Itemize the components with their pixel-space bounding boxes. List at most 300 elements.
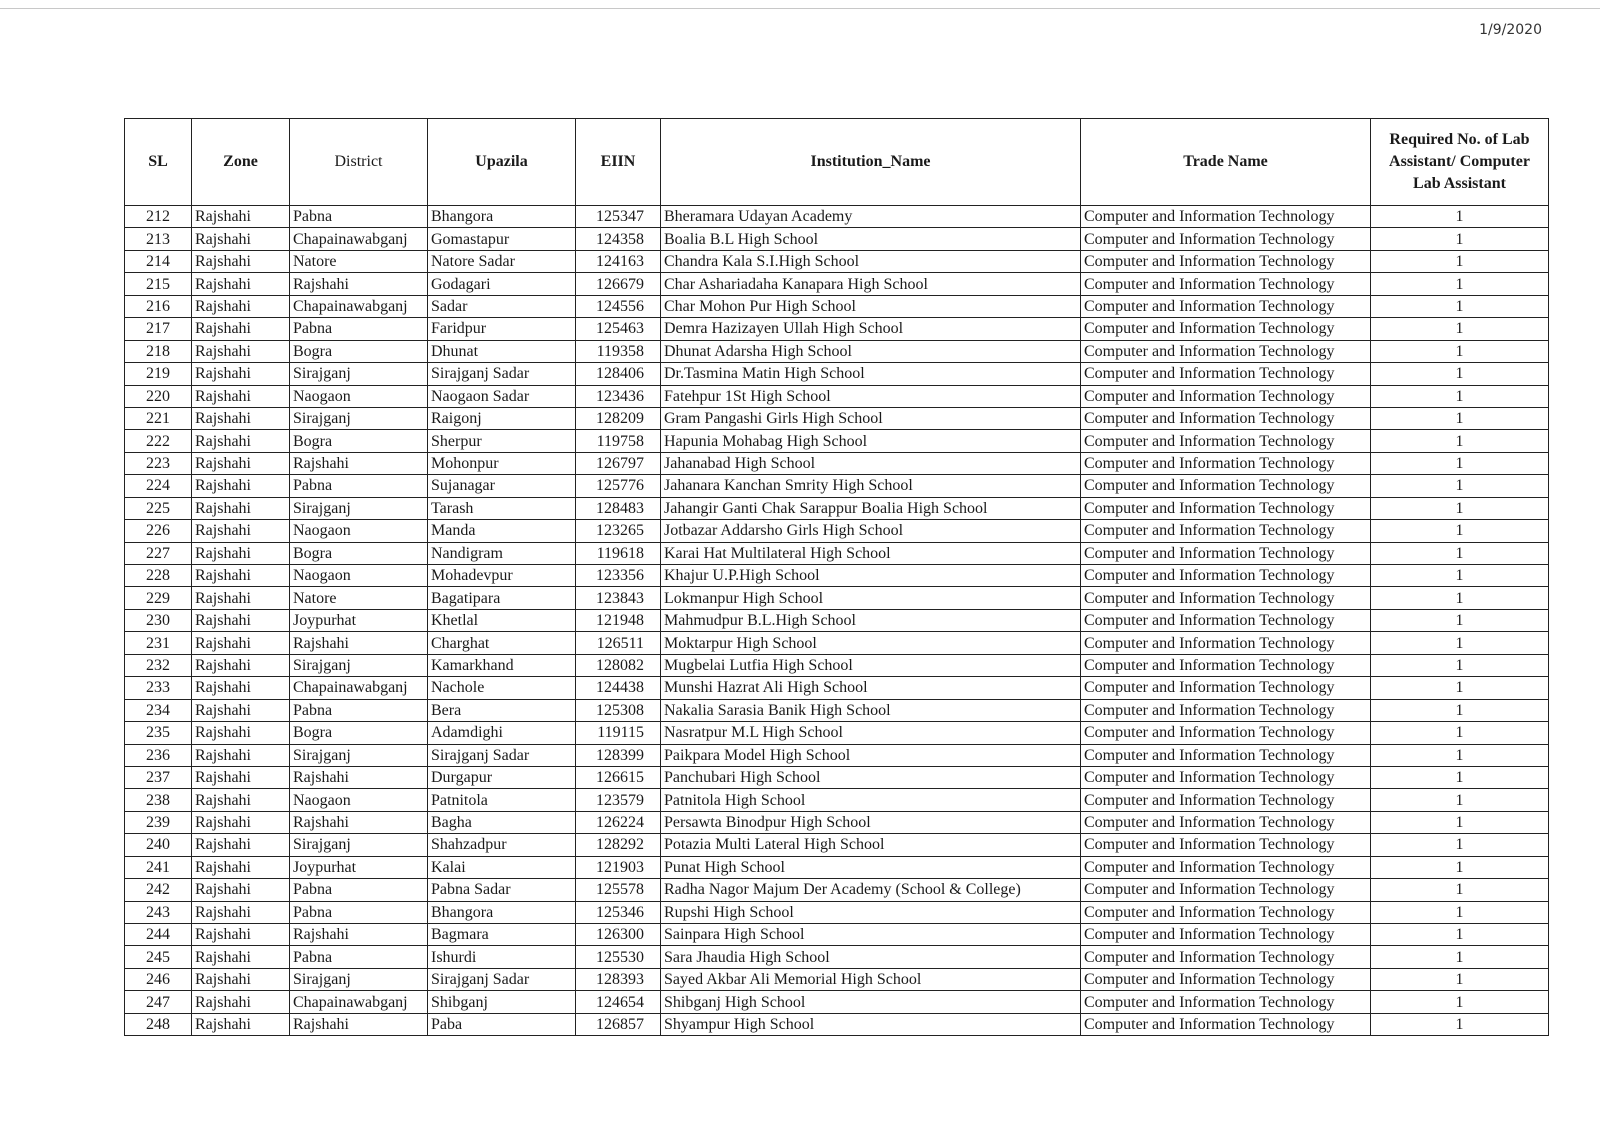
cell-required-count: 1 [1371, 968, 1549, 990]
table-row [125, 340, 1549, 362]
table-row [125, 968, 1549, 990]
cell-district: Bogra [290, 542, 428, 564]
cell-zone: Rajshahi [192, 677, 290, 699]
cell-upazila: Pabna Sadar [428, 879, 576, 901]
cell-trade-name: Computer and Information Technology [1081, 766, 1371, 788]
cell-trade-name: Computer and Information Technology [1081, 363, 1371, 385]
cell-institution-name: Char Mohon Pur High School [661, 295, 1081, 317]
cell-sl: 218 [125, 340, 192, 362]
header-trade-name: Trade Name [1081, 119, 1371, 206]
cell-institution-name: Lokmanpur High School [661, 587, 1081, 609]
table-row [125, 385, 1549, 407]
cell-sl: 216 [125, 295, 192, 317]
cell-eiin: 126300 [576, 924, 661, 946]
cell-upazila: Nandigram [428, 542, 576, 564]
cell-required-count: 1 [1371, 497, 1549, 519]
cell-zone: Rajshahi [192, 430, 290, 452]
cell-required-count: 1 [1371, 475, 1549, 497]
cell-trade-name: Computer and Information Technology [1081, 1013, 1371, 1035]
cell-institution-name: Char Ashariadaha Kanapara High School [661, 273, 1081, 295]
cell-district: Rajshahi [290, 766, 428, 788]
cell-required-count: 1 [1371, 699, 1549, 721]
cell-required-count: 1 [1371, 632, 1549, 654]
cell-district: Chapainawabganj [290, 228, 428, 250]
cell-upazila: Charghat [428, 632, 576, 654]
cell-sl: 232 [125, 654, 192, 676]
cell-eiin: 124358 [576, 228, 661, 250]
cell-zone: Rajshahi [192, 699, 290, 721]
cell-sl: 235 [125, 722, 192, 744]
cell-upazila: Adamdighi [428, 722, 576, 744]
cell-required-count: 1 [1371, 228, 1549, 250]
table-row [125, 430, 1549, 452]
cell-required-count: 1 [1371, 811, 1549, 833]
cell-eiin: 126511 [576, 632, 661, 654]
cell-sl: 230 [125, 609, 192, 631]
cell-upazila: Naogaon Sadar [428, 385, 576, 407]
cell-sl: 222 [125, 430, 192, 452]
cell-district: Natore [290, 587, 428, 609]
cell-district: Naogaon [290, 385, 428, 407]
cell-trade-name: Computer and Information Technology [1081, 430, 1371, 452]
cell-sl: 244 [125, 924, 192, 946]
cell-eiin: 125308 [576, 699, 661, 721]
cell-upazila: Paba [428, 1013, 576, 1035]
cell-sl: 248 [125, 1013, 192, 1035]
cell-district: Pabna [290, 475, 428, 497]
table-row [125, 856, 1549, 878]
cell-required-count: 1 [1371, 991, 1549, 1013]
table-row [125, 497, 1549, 519]
cell-required-count: 1 [1371, 1013, 1549, 1035]
cell-required-count: 1 [1371, 250, 1549, 272]
table-row [125, 699, 1549, 721]
cell-institution-name: Khajur U.P.High School [661, 565, 1081, 587]
cell-institution-name: Moktarpur High School [661, 632, 1081, 654]
cell-zone: Rajshahi [192, 789, 290, 811]
cell-required-count: 1 [1371, 363, 1549, 385]
cell-upazila: Natore Sadar [428, 250, 576, 272]
cell-sl: 243 [125, 901, 192, 923]
cell-trade-name: Computer and Information Technology [1081, 677, 1371, 699]
cell-required-count: 1 [1371, 609, 1549, 631]
cell-upazila: Bera [428, 699, 576, 721]
table-row [125, 273, 1549, 295]
cell-institution-name: Rupshi High School [661, 901, 1081, 923]
cell-zone: Rajshahi [192, 879, 290, 901]
cell-eiin: 125530 [576, 946, 661, 968]
table-row [125, 901, 1549, 923]
cell-zone: Rajshahi [192, 340, 290, 362]
cell-upazila: Manda [428, 520, 576, 542]
cell-eiin: 121903 [576, 856, 661, 878]
cell-eiin: 124654 [576, 991, 661, 1013]
cell-required-count: 1 [1371, 722, 1549, 744]
table-row [125, 542, 1549, 564]
cell-upazila: Raigonj [428, 407, 576, 429]
table-body [125, 206, 1549, 1036]
table-row [125, 609, 1549, 631]
header-eiin: EIIN [576, 119, 661, 206]
cell-trade-name: Computer and Information Technology [1081, 295, 1371, 317]
cell-district: Sirajganj [290, 968, 428, 990]
table-row [125, 475, 1549, 497]
cell-district: Natore [290, 250, 428, 272]
cell-zone: Rajshahi [192, 385, 290, 407]
cell-trade-name: Computer and Information Technology [1081, 228, 1371, 250]
cell-institution-name: Mahmudpur B.L.High School [661, 609, 1081, 631]
cell-required-count: 1 [1371, 385, 1549, 407]
cell-eiin: 128082 [576, 654, 661, 676]
cell-sl: 233 [125, 677, 192, 699]
cell-district: Rajshahi [290, 632, 428, 654]
cell-district: Rajshahi [290, 1013, 428, 1035]
cell-upazila: Patnitola [428, 789, 576, 811]
table-row [125, 991, 1549, 1013]
cell-required-count: 1 [1371, 452, 1549, 474]
cell-zone: Rajshahi [192, 901, 290, 923]
cell-institution-name: Karai Hat Multilateral High School [661, 542, 1081, 564]
cell-sl: 239 [125, 811, 192, 833]
cell-trade-name: Computer and Information Technology [1081, 722, 1371, 744]
cell-sl: 228 [125, 565, 192, 587]
cell-sl: 242 [125, 879, 192, 901]
cell-trade-name: Computer and Information Technology [1081, 452, 1371, 474]
cell-district: Rajshahi [290, 811, 428, 833]
cell-eiin: 128483 [576, 497, 661, 519]
lab-assistant-table [124, 118, 1549, 1036]
cell-eiin: 123356 [576, 565, 661, 587]
cell-institution-name: Nasratpur M.L High School [661, 722, 1081, 744]
cell-zone: Rajshahi [192, 609, 290, 631]
cell-eiin: 119358 [576, 340, 661, 362]
cell-institution-name: Jahangir Ganti Chak Sarappur Boalia High School [661, 497, 1081, 519]
cell-zone: Rajshahi [192, 452, 290, 474]
cell-required-count: 1 [1371, 273, 1549, 295]
cell-sl: 238 [125, 789, 192, 811]
table-row [125, 946, 1549, 968]
cell-trade-name: Computer and Information Technology [1081, 699, 1371, 721]
cell-upazila: Khetlal [428, 609, 576, 631]
cell-institution-name: Shibganj High School [661, 991, 1081, 1013]
table-row [125, 811, 1549, 833]
cell-required-count: 1 [1371, 520, 1549, 542]
table-row [125, 565, 1549, 587]
table-row [125, 789, 1549, 811]
cell-institution-name: Hapunia Mohabag High School [661, 430, 1081, 452]
cell-upazila: Mohadevpur [428, 565, 576, 587]
cell-institution-name: Dhunat Adarsha High School [661, 340, 1081, 362]
cell-zone: Rajshahi [192, 250, 290, 272]
cell-upazila: Bagatipara [428, 587, 576, 609]
cell-institution-name: Dr.Tasmina Matin High School [661, 363, 1081, 385]
cell-zone: Rajshahi [192, 722, 290, 744]
cell-eiin: 119115 [576, 722, 661, 744]
cell-zone: Rajshahi [192, 811, 290, 833]
cell-institution-name: Shyampur High School [661, 1013, 1081, 1035]
cell-institution-name: Potazia Multi Lateral High School [661, 834, 1081, 856]
cell-sl: 227 [125, 542, 192, 564]
cell-sl: 223 [125, 452, 192, 474]
table-row [125, 587, 1549, 609]
cell-required-count: 1 [1371, 856, 1549, 878]
cell-sl: 217 [125, 318, 192, 340]
cell-institution-name: Sayed Akbar Ali Memorial High School [661, 968, 1081, 990]
cell-institution-name: Nakalia Sarasia Banik High School [661, 699, 1081, 721]
cell-trade-name: Computer and Information Technology [1081, 340, 1371, 362]
cell-trade-name: Computer and Information Technology [1081, 587, 1371, 609]
cell-trade-name: Computer and Information Technology [1081, 879, 1371, 901]
cell-district: Chapainawabganj [290, 295, 428, 317]
cell-eiin: 126615 [576, 766, 661, 788]
cell-trade-name: Computer and Information Technology [1081, 385, 1371, 407]
cell-eiin: 125346 [576, 901, 661, 923]
cell-institution-name: Paikpara Model High School [661, 744, 1081, 766]
table-row [125, 1013, 1549, 1035]
lab-assistant-table-container [124, 118, 1548, 1036]
cell-trade-name: Computer and Information Technology [1081, 542, 1371, 564]
table-row [125, 677, 1549, 699]
table-row [125, 250, 1549, 272]
cell-institution-name: Demra Hazizayen Ullah High School [661, 318, 1081, 340]
cell-eiin: 123579 [576, 789, 661, 811]
cell-eiin: 126857 [576, 1013, 661, 1035]
cell-trade-name: Computer and Information Technology [1081, 318, 1371, 340]
table-row [125, 722, 1549, 744]
cell-upazila: Bagha [428, 811, 576, 833]
cell-sl: 229 [125, 587, 192, 609]
cell-district: Sirajganj [290, 407, 428, 429]
cell-institution-name: Gram Pangashi Girls High School [661, 407, 1081, 429]
cell-zone: Rajshahi [192, 318, 290, 340]
cell-district: Bogra [290, 722, 428, 744]
cell-trade-name: Computer and Information Technology [1081, 789, 1371, 811]
table-row [125, 520, 1549, 542]
cell-sl: 246 [125, 968, 192, 990]
cell-zone: Rajshahi [192, 475, 290, 497]
cell-trade-name: Computer and Information Technology [1081, 924, 1371, 946]
cell-institution-name: Boalia B.L High School [661, 228, 1081, 250]
cell-district: Sirajganj [290, 834, 428, 856]
cell-required-count: 1 [1371, 340, 1549, 362]
cell-trade-name: Computer and Information Technology [1081, 206, 1371, 228]
cell-district: Bogra [290, 340, 428, 362]
cell-upazila: Nachole [428, 677, 576, 699]
cell-zone: Rajshahi [192, 565, 290, 587]
cell-eiin: 125463 [576, 318, 661, 340]
header-sl: SL [125, 119, 192, 206]
cell-upazila: Kalai [428, 856, 576, 878]
cell-sl: 215 [125, 273, 192, 295]
cell-required-count: 1 [1371, 834, 1549, 856]
cell-required-count: 1 [1371, 654, 1549, 676]
header-institution-name: Institution_Name [661, 119, 1081, 206]
cell-sl: 220 [125, 385, 192, 407]
cell-trade-name: Computer and Information Technology [1081, 407, 1371, 429]
table-row [125, 632, 1549, 654]
cell-required-count: 1 [1371, 318, 1549, 340]
table-row [125, 407, 1549, 429]
cell-institution-name: Radha Nagor Majum Der Academy (School & College) [661, 879, 1081, 901]
cell-institution-name: Sainpara High School [661, 924, 1081, 946]
cell-sl: 219 [125, 363, 192, 385]
cell-required-count: 1 [1371, 587, 1549, 609]
cell-institution-name: Panchubari High School [661, 766, 1081, 788]
cell-zone: Rajshahi [192, 766, 290, 788]
cell-required-count: 1 [1371, 565, 1549, 587]
cell-district: Pabna [290, 206, 428, 228]
table-row [125, 744, 1549, 766]
cell-sl: 214 [125, 250, 192, 272]
cell-required-count: 1 [1371, 206, 1549, 228]
cell-institution-name: Persawta Binodpur High School [661, 811, 1081, 833]
table-row [125, 318, 1549, 340]
cell-trade-name: Computer and Information Technology [1081, 811, 1371, 833]
cell-eiin: 126224 [576, 811, 661, 833]
header-upazila: Upazila [428, 119, 576, 206]
cell-sl: 225 [125, 497, 192, 519]
table-row [125, 766, 1549, 788]
cell-required-count: 1 [1371, 542, 1549, 564]
table-row [125, 654, 1549, 676]
cell-upazila: Mohonpur [428, 452, 576, 474]
cell-institution-name: Jahanara Kanchan Smrity High School [661, 475, 1081, 497]
cell-trade-name: Computer and Information Technology [1081, 991, 1371, 1013]
cell-upazila: Sadar [428, 295, 576, 317]
cell-zone: Rajshahi [192, 407, 290, 429]
cell-zone: Rajshahi [192, 744, 290, 766]
cell-eiin: 124438 [576, 677, 661, 699]
cell-sl: 226 [125, 520, 192, 542]
scan-top-edge [0, 8, 1600, 9]
cell-zone: Rajshahi [192, 924, 290, 946]
cell-district: Sirajganj [290, 654, 428, 676]
cell-zone: Rajshahi [192, 273, 290, 295]
cell-eiin: 124556 [576, 295, 661, 317]
cell-sl: 237 [125, 766, 192, 788]
cell-trade-name: Computer and Information Technology [1081, 901, 1371, 923]
cell-upazila: Durgapur [428, 766, 576, 788]
header-zone: Zone [192, 119, 290, 206]
cell-institution-name: Patnitola High School [661, 789, 1081, 811]
cell-eiin: 121948 [576, 609, 661, 631]
cell-trade-name: Computer and Information Technology [1081, 856, 1371, 878]
cell-required-count: 1 [1371, 407, 1549, 429]
table-row [125, 452, 1549, 474]
cell-upazila: Shibganj [428, 991, 576, 1013]
cell-eiin: 125776 [576, 475, 661, 497]
table-row [125, 228, 1549, 250]
cell-sl: 247 [125, 991, 192, 1013]
cell-district: Sirajganj [290, 363, 428, 385]
cell-zone: Rajshahi [192, 834, 290, 856]
cell-required-count: 1 [1371, 924, 1549, 946]
cell-required-count: 1 [1371, 789, 1549, 811]
cell-institution-name: Jotbazar Addarsho Girls High School [661, 520, 1081, 542]
cell-sl: 224 [125, 475, 192, 497]
cell-sl: 221 [125, 407, 192, 429]
cell-required-count: 1 [1371, 766, 1549, 788]
cell-upazila: Ishurdi [428, 946, 576, 968]
cell-required-count: 1 [1371, 901, 1549, 923]
cell-zone: Rajshahi [192, 654, 290, 676]
cell-eiin: 126679 [576, 273, 661, 295]
cell-zone: Rajshahi [192, 295, 290, 317]
table-row [125, 834, 1549, 856]
cell-district: Naogaon [290, 565, 428, 587]
cell-trade-name: Computer and Information Technology [1081, 475, 1371, 497]
cell-upazila: Sirajganj Sadar [428, 968, 576, 990]
cell-trade-name: Computer and Information Technology [1081, 565, 1371, 587]
header-row [125, 119, 1549, 206]
cell-upazila: Dhunat [428, 340, 576, 362]
header-district: District [290, 119, 428, 206]
cell-sl: 212 [125, 206, 192, 228]
cell-upazila: Bagmara [428, 924, 576, 946]
table-row [125, 295, 1549, 317]
cell-sl: 240 [125, 834, 192, 856]
cell-zone: Rajshahi [192, 542, 290, 564]
cell-eiin: 119618 [576, 542, 661, 564]
cell-upazila: Sujanagar [428, 475, 576, 497]
cell-trade-name: Computer and Information Technology [1081, 834, 1371, 856]
cell-trade-name: Computer and Information Technology [1081, 497, 1371, 519]
cell-upazila: Sirajganj Sadar [428, 363, 576, 385]
cell-district: Rajshahi [290, 273, 428, 295]
cell-institution-name: Chandra Kala S.I.High School [661, 250, 1081, 272]
cell-institution-name: Jahanabad High School [661, 452, 1081, 474]
cell-trade-name: Computer and Information Technology [1081, 520, 1371, 542]
cell-eiin: 128292 [576, 834, 661, 856]
cell-eiin: 128209 [576, 407, 661, 429]
cell-district: Naogaon [290, 789, 428, 811]
cell-sl: 234 [125, 699, 192, 721]
table-header [125, 119, 1549, 206]
cell-zone: Rajshahi [192, 946, 290, 968]
cell-required-count: 1 [1371, 946, 1549, 968]
cell-sl: 231 [125, 632, 192, 654]
cell-upazila: Sirajganj Sadar [428, 744, 576, 766]
cell-district: Pabna [290, 879, 428, 901]
cell-trade-name: Computer and Information Technology [1081, 609, 1371, 631]
cell-required-count: 1 [1371, 295, 1549, 317]
cell-upazila: Faridpur [428, 318, 576, 340]
cell-zone: Rajshahi [192, 363, 290, 385]
cell-zone: Rajshahi [192, 497, 290, 519]
cell-required-count: 1 [1371, 744, 1549, 766]
cell-district: Pabna [290, 318, 428, 340]
cell-trade-name: Computer and Information Technology [1081, 968, 1371, 990]
cell-zone: Rajshahi [192, 520, 290, 542]
cell-institution-name: Bheramara Udayan Academy [661, 206, 1081, 228]
cell-eiin: 124163 [576, 250, 661, 272]
cell-upazila: Tarash [428, 497, 576, 519]
cell-district: Rajshahi [290, 924, 428, 946]
cell-zone: Rajshahi [192, 991, 290, 1013]
cell-district: Sirajganj [290, 497, 428, 519]
table-row [125, 879, 1549, 901]
cell-district: Rajshahi [290, 452, 428, 474]
cell-zone: Rajshahi [192, 632, 290, 654]
cell-zone: Rajshahi [192, 1013, 290, 1035]
cell-eiin: 128393 [576, 968, 661, 990]
cell-upazila: Sherpur [428, 430, 576, 452]
cell-sl: 245 [125, 946, 192, 968]
cell-sl: 236 [125, 744, 192, 766]
cell-eiin: 128406 [576, 363, 661, 385]
cell-upazila: Bhangora [428, 901, 576, 923]
cell-district: Pabna [290, 946, 428, 968]
